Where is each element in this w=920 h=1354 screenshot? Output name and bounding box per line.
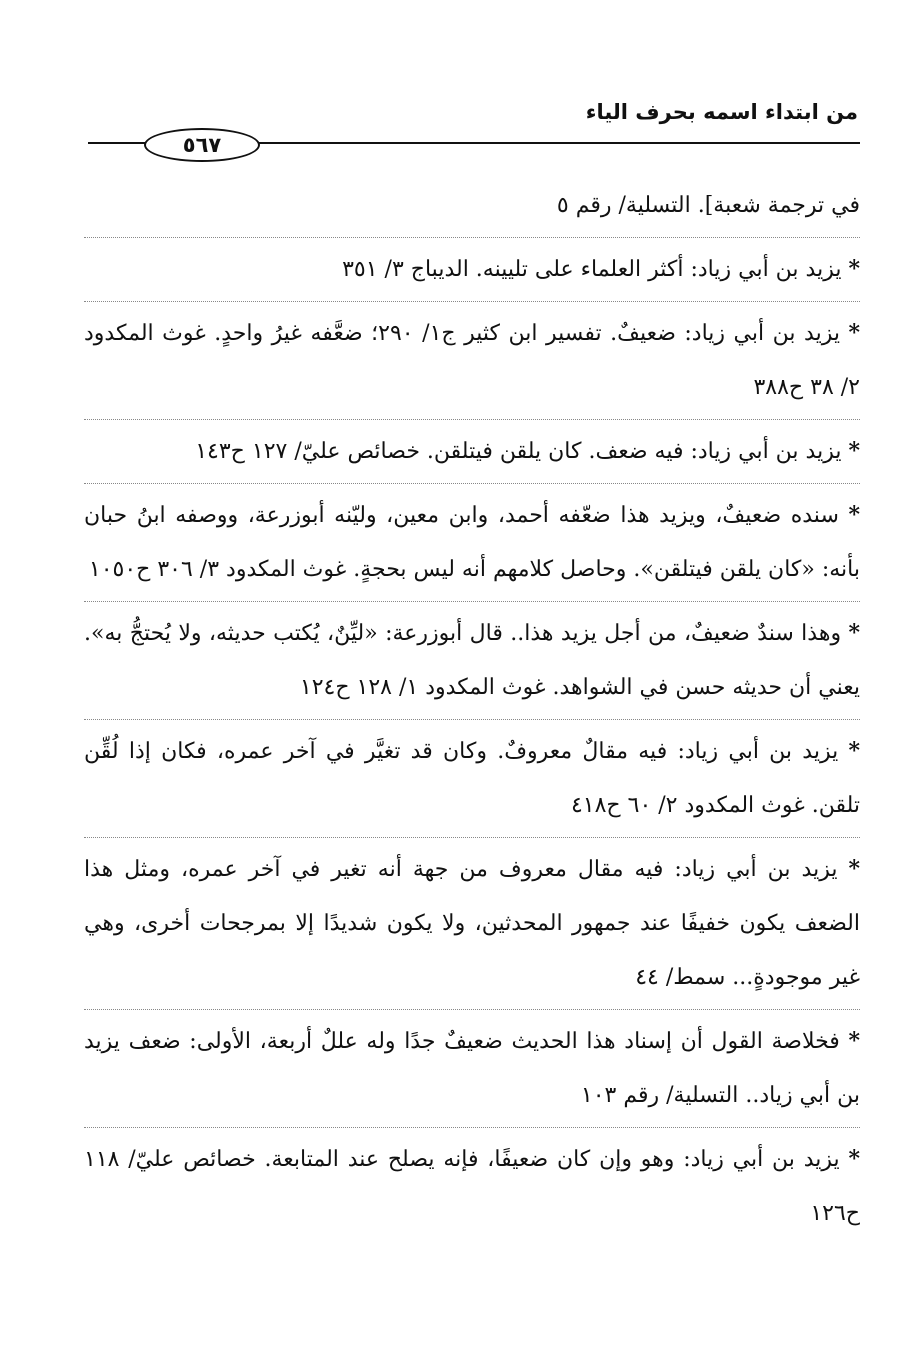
page-body	[84, 178, 860, 1249]
entry	[84, 1132, 860, 1245]
entry-text: وهذا سندٌ ضعيفٌ، من أجل يزيد هذا.. قال أبوزرعة: «ليِّنٌ، يُكتب حديثه، ولا يُحتجُّ به». يعني أن حديثه حسن في الشواهد. غوث المكدود ١/ ١٢٨ ح١٢٤	[84, 621, 860, 700]
entry-text: فخلاصة القول أن إسناد هذا الحديث ضعيفٌ جدًا وله عللٌ أربعة، الأولى: ضعف يزيد بن أبي زياد.. التسلية/ رقم ١٠٣	[84, 1029, 860, 1108]
entry-text: يزيد بن أبي زياد: أكثر العلماء على تليينه. الديباج ٣/ ٣٥١	[342, 257, 842, 282]
entry-marker: *	[848, 502, 860, 528]
entry-text: يزيد بن أبي زياد: فيه مقال معروف من جهة أنه تغير في آخر عمره، ومثل هذا الضعف يكون خفيفًا عند جمهور المحدثين، ولا يكون شديدًا إلا بمرجحات أخرى، وهي غير موجودةٍ... سمط/ ٤٤	[84, 857, 860, 990]
entry-text: يزيد بن أبي زياد: وهو وإن كان ضعيفًا، فإنه يصلح عند المتابعة. خصائص عليّ/ ١١٨ ح١٢٦	[84, 1147, 860, 1226]
entry-text: سنده ضعيفٌ، ويزيد هذا ضعّفه أحمد، وابن معين، وليّنه أبوزرعة، ووصفه ابنُ حبان بأنه: «كان يلقن فيتلقن». وحاصل كلامهم أنه ليس بحجةٍ. غوث المكدود ٣/ ٣٠٦ ح١٠٥٠	[84, 503, 860, 582]
entry-marker: *	[848, 738, 860, 764]
running-title: من ابتداء اسمه بحرف الياء	[585, 100, 858, 124]
entry	[84, 724, 860, 838]
entry-marker: *	[848, 320, 860, 346]
entry	[84, 178, 860, 238]
entry-text: يزيد بن أبي زياد: ضعيفٌ. تفسير ابن كثير ج١/ ٢٩٠؛ ضعَّفه غيرُ واحدٍ. غوث المكدود ٢/ ٣٨ ح٣٨٨	[84, 321, 860, 400]
entry	[84, 606, 860, 720]
entry-text: يزيد بن أبي زياد: فيه ضعف. كان يلقن فيتلقن. خصائص عليّ/ ١٢٧ ح١٤٣	[195, 439, 842, 464]
page-number: ٥٦٧	[144, 128, 260, 162]
entry-marker: *	[848, 438, 860, 464]
entry-marker: *	[848, 856, 861, 882]
entry	[84, 306, 860, 420]
entry	[84, 242, 860, 302]
entry-text: في ترجمة شعبة]. التسلية/ رقم ٥	[556, 193, 860, 218]
entry-text: يزيد بن أبي زياد: فيه مقالٌ معروفٌ. وكان قد تغيَّر في آخر عمره، فكان إذا لُقِّن تلقن. غوث المكدود ٢/ ٦٠ ح٤١٨	[84, 739, 860, 818]
entry-marker: *	[848, 620, 860, 646]
entry-marker: *	[848, 1146, 860, 1172]
entry-marker: *	[848, 256, 860, 282]
page-header	[88, 100, 860, 160]
entry	[84, 424, 860, 484]
entry	[84, 842, 860, 1010]
entry-marker: *	[848, 1028, 860, 1054]
entry	[84, 1014, 860, 1128]
entry	[84, 488, 860, 602]
